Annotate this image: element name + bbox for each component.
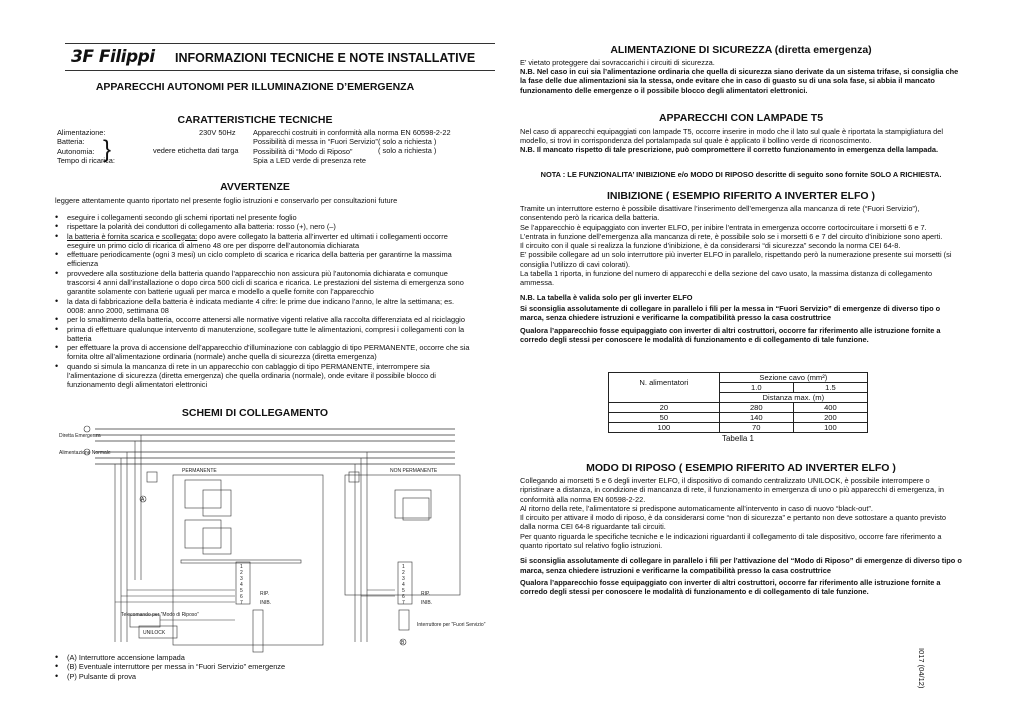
t5-heading: APPARECCHI CON LAMPADE T5 — [658, 112, 824, 124]
header-rule-top — [65, 43, 495, 44]
table-cell: 1.0 — [719, 383, 793, 393]
safety-heading: ALIMENTAZIONE DI SICUREZZA (diretta emergenza) — [610, 44, 872, 56]
svg-text:5: 5 — [240, 588, 243, 594]
spec-note-req: ( solo a richiesta ) — [378, 146, 437, 155]
svg-text:2: 2 — [240, 570, 243, 576]
paragraph: Il circuito con il quale si realizza la funzione d’inibizione, è da considerarsi “di sicurezza” secondo la norma CEI 64-8. — [520, 241, 901, 251]
paragraph: Per quanto riguarda le specifiche tecniche e le indicazioni riguardanti il collegamento di tale dispositivo, occorre fare riferimento a quanto riportato sul relativo foglio istruzioni. — [520, 531, 942, 551]
wiring-diagram — [55, 420, 486, 650]
line-label: Alimentazione Normale — [59, 450, 111, 456]
table-header: N. alimentatori — [609, 373, 720, 393]
specs-heading: CARATTERISTICHE TECNICHE — [177, 114, 333, 126]
paragraph: Se l’apparecchio è equipaggiato con inverter ELFO, per inibire l’entrata in emergenza occorre cortocircuitare i morsetti 6 e 7. — [520, 222, 927, 232]
non-permanent-fixture — [345, 452, 460, 642]
permanent-fixture — [115, 435, 323, 652]
svg-text:1: 1 — [402, 564, 405, 570]
nota-text: NOTA : LE FUNZIONALITA’ INIBIZIONE e/o MODO DI RIPOSO descritte di seguito sono fornite SOLO A RICHIESTA. — [540, 170, 942, 179]
header-rule-bottom — [65, 70, 495, 71]
warnings-heading: AVVERTENZE — [220, 181, 290, 193]
table-row: 50 140 200 — [609, 413, 868, 423]
supply-lines — [95, 429, 455, 464]
scheme-label: NON PERMANENTE — [390, 468, 438, 474]
svg-text:6: 6 — [240, 594, 243, 600]
svg-text:RIP.: RIP. — [421, 591, 431, 597]
paragraph: La tabella 1 riporta, in funzione del numero di apparecchi e della sezione del cavo usato, la massima distanza di collegamento ammessa. — [520, 269, 933, 288]
spec-see-label: vedere etichetta dati targa — [153, 146, 239, 155]
svg-text:4: 4 — [240, 582, 243, 588]
list-item: • (P) Pulsante di prova — [55, 672, 455, 681]
legend-list — [55, 653, 455, 681]
svg-text:INIB.: INIB. — [421, 600, 433, 606]
list-item: • eseguire i collegamenti secondo gli schemi riportati nel presente foglio — [55, 213, 470, 222]
brace: } — [103, 136, 112, 163]
line-label: Diretta Emergenza — [59, 433, 101, 439]
terminal-block-left — [236, 562, 271, 606]
svg-text:5: 5 — [402, 588, 405, 594]
spec-note: Apparecchi costruiti in conformità alla norma EN 60598-2-22 — [253, 128, 451, 137]
cable-table — [608, 372, 868, 433]
page-title: INFORMAZIONI TECNICHE E NOTE INSTALLATIVE — [175, 51, 476, 65]
rest-body — [520, 476, 962, 597]
spec-label: Alimentazione: — [57, 128, 106, 137]
list-item: • la data di fabbricazione della batteria è indicata mediante 4 cifre: le prime due indicano l’anno, le altre la settimana; es. 0008: anno 2000, settimana 08 — [55, 297, 470, 316]
t5-note: N.B. Il mancato rispetto di tale prescrizione, può compromettere il corretto funzionamento in emergenza della lampada. — [520, 145, 939, 154]
spec-label: Batteria: — [57, 137, 85, 147]
spec-label: Autonomia: — [57, 146, 95, 156]
table-header: Sezione cavo (mm²) — [719, 373, 867, 383]
list-item: • (A) Interruttore accensione lampada — [55, 653, 455, 662]
paragraph: Collegando ai morsetti 5 e 6 degli inverter ELFO, il dispositivo di comando centralizzato UNILOCK, è possibile interrompere o ripristinare a distanza, in condizione di mancanza di rete, il funzionamento in emergenza di uno o più apparecchi di emergenza, in conformità alla norma EN 60598-2-22. — [520, 476, 944, 504]
table-cell: 1.5 — [793, 383, 867, 393]
warnings-intro: leggere attentamente quanto riportato nel presente foglio istruzioni e conservarlo per consultazioni future — [55, 196, 398, 205]
spec-supply-value: 230V 50Hz — [199, 128, 236, 137]
list-item: • per effettuare la prova di accensione dell’apparecchio d’illuminazione con cablaggio di tipo PERMANENTE, occorre che sia fornita oltre all’alimentazione ordinaria (normale) anche quella di sicurezza (diretta emergenza) — [55, 343, 470, 362]
terminal-block-right — [398, 562, 432, 606]
inhibition-warning: Qualora l’apparecchio fosse equipaggiato con inverter di altri costruttori, occorre far riferimento alle istruzione fornite a corredo degli stessi per conoscere le modalità di funzionamento e di collegamento di tale funzione. — [520, 325, 941, 344]
svg-text:4: 4 — [402, 582, 405, 588]
svg-text:6: 6 — [402, 594, 405, 600]
safety-note: N.B. Nel caso in cui sia l’alimentazione ordinaria che quella di sicurezza siano derivate da un sistema trifase, si consiglia che la fase delle due alimentazioni sia la stessa, onde evitare che in caso di guasto su di una sola fase, si abbia il mancato funzionamento delle emergenze o il possibile blocco degli alimentatori elettronici. — [520, 67, 959, 95]
table-row: 100 70 100 — [609, 423, 868, 433]
filippi-logo: 3F Filippi — [71, 47, 155, 67]
paragraph: Il circuito per attivare il modo di riposo, è da considerarsi come “non di sicurezza” e pertanto non deve sottostare a quanto previsto dalla norma CEI 64-8 riguardante tali circuiti. — [520, 513, 947, 532]
svg-text:2: 2 — [402, 570, 405, 576]
spec-note: Possibilità di messa in “Fuori Servizio” — [253, 137, 378, 147]
svg-text:1: 1 — [240, 564, 243, 570]
svg-text:3: 3 — [240, 576, 243, 582]
inhibition-nb: N.B. La tabella è valida solo per gli inverter ELFO — [520, 292, 693, 302]
spec-label: Tempo di ricarica: — [57, 155, 115, 165]
paragraph: L’entrata in funzione dell’emergenza alla mancanza di rete, è possibile solo se i morsetti 6 e 7 del circuito d’inibizione sono aperti. — [520, 231, 943, 241]
inhibition-warning: Si sconsiglia assolutamente di collegare in parallelo i fili per la messa in “Fuori Servizio” di emergenze di diverso tipo o marca, senza chiedere istruzioni e verificarne la compatibilità presso la casa costruttrice — [520, 303, 941, 323]
inhibition-body — [520, 204, 962, 344]
paragraph: Al ritorno della rete, l’alimentatore si predispone automaticamente all’intervento in caso di nuovo “black-out”. — [520, 503, 873, 513]
spec-note: Possibilità di “Modo di Riposo” — [253, 146, 353, 156]
rest-heading: MODO DI RIPOSO ( ESEMPIO RIFERITO AD INVERTER ELFO ) — [586, 462, 896, 474]
list-item: • prima di effettuare qualunque intervento di manutenzione, scollegare tutte le alimentazioni, compresi i collegamenti con la batteria — [55, 325, 470, 344]
paragraph: E’ possibile collegare ad un solo interruttore più inverter ELFO in parallelo, rispettando però la numerazione presente sui morsetti (si consiglia l’utilizzo di cavi colorati). — [520, 250, 952, 269]
list-item: • rispettare la polarità dei conduttori di collegamento alla batteria: rosso (+), nero (–) — [55, 222, 470, 231]
svg-text:INIB.: INIB. — [260, 600, 272, 606]
earth-symbol — [84, 426, 90, 432]
warnings-list — [55, 213, 470, 390]
inhibition-heading: INIBIZIONE ( ESEMPIO RIFERITO A INVERTER ELFO ) — [607, 190, 875, 202]
list-item: • quando si simula la mancanza di rete in un apparecchio con cablaggio di tipo PERMANENTE, interrompere sia l’alimentazione di sicurezza (diretta emergenza) che quella ordinaria (normale), onde evitare il possibile blocco di funzionamento degli alimentatori elettronici — [55, 362, 470, 390]
rest-warning: Si sconsiglia assolutamente di collegare in parallelo i fili per l’attivazione del “Modo di Riposo” di emergenze di diverso tipo o marca, senza chiedere istruzioni e verificarne la compatibilità presso la casa costruttrice — [520, 556, 962, 575]
list-item: • (B) Eventuale interruttore per messa in “Fuori Servizio” emergenze — [55, 662, 455, 671]
remote-label: Telecomando per “Modo di Riposo” — [121, 612, 199, 618]
underlined-text: la batteria è fornita scarica e scollegata: — [67, 231, 198, 241]
scheme-label: PERMANENTE — [182, 468, 217, 474]
t5-text: Nel caso di apparecchi equipaggiati con lampade T5, occorre inserire in modo che il lato sul quale è riportata la stampigliatura del modello, si trovi in corrispondenza del portalampada sul quale è applicato il bollino verde di riconoscimento. — [520, 127, 944, 146]
svg-text:3: 3 — [402, 576, 405, 582]
list-item: • provvedere alla sostituzione della batteria quando l’apparecchio non assicura più l’autonomia dichiarata e comunque trascorsi 4 anni dall’installazione o dopo circa 500 cicli di scarica e ricarica. Le prestazioni del sistema di emergenza sono garantite solamente con batterie uguali per marca e modello a quelle fornite con l’apparecchio — [55, 269, 470, 297]
table-header: Distanza max. (m) — [719, 393, 867, 403]
spec-note: Spia a LED verde di presenza rete — [253, 155, 366, 165]
rest-warning: Qualora l’apparecchio fosse equipaggiato con inverter di altri costruttori, occorre far riferimento alle istruzione fornite a corredo degli stessi per conoscere le modalità di funzionamento e di collegamento di tale funzione. — [520, 577, 941, 597]
document-code: I017 (04/12) — [916, 648, 926, 689]
svg-text:7: 7 — [240, 600, 243, 606]
svg-text:A: A — [141, 497, 145, 503]
unilock-label: UNILOCK — [143, 630, 166, 636]
svg-text:B: B — [401, 640, 405, 646]
svg-text:RIP.: RIP. — [260, 591, 270, 597]
paragraph: Tramite un interruttore esterno è possibile disattivare l’inserimento dell’emergenza alla mancanza di rete (“Fuori Servizio”), consentendo però la ricarica della batteria. — [520, 204, 920, 223]
switch-label: Interruttore per “Fuori Servizio” — [417, 622, 486, 628]
list-item: • per lo smaltimento della batteria, occorre attenersi alle normative vigenti relative alla raccolta differenziata ed al riciclaggio — [55, 315, 470, 324]
table-caption: Tabella 1 — [721, 434, 755, 443]
list-item: • la batteria è fornita scarica e scollegata: dopo avere collegato la batteria all’inverter ed ultimati i collegamenti occorre eseguire un primo ciclo di ricarica di almeno 48 ore per disporre dell’autonomia dichiarata — [55, 232, 470, 251]
spec-note-req: ( solo a richiesta ) — [378, 137, 437, 146]
list-item: • effettuare periodicamente (ogni 3 mesi) un ciclo completo di scarica e ricarica della batteria per garantirne la massima efficienza — [55, 250, 470, 269]
page-subtitle: APPARECCHI AUTONOMI PER ILLUMINAZIONE D’EMERGENZA — [95, 81, 415, 93]
table-row: 20 280 400 — [609, 403, 868, 413]
safety-text: E’ vietato proteggere dai sovraccarichi i circuiti di sicurezza. — [520, 58, 715, 67]
schemes-heading: SCHEMI DI COLLEGAMENTO — [181, 407, 329, 419]
svg-text:7: 7 — [402, 600, 405, 606]
